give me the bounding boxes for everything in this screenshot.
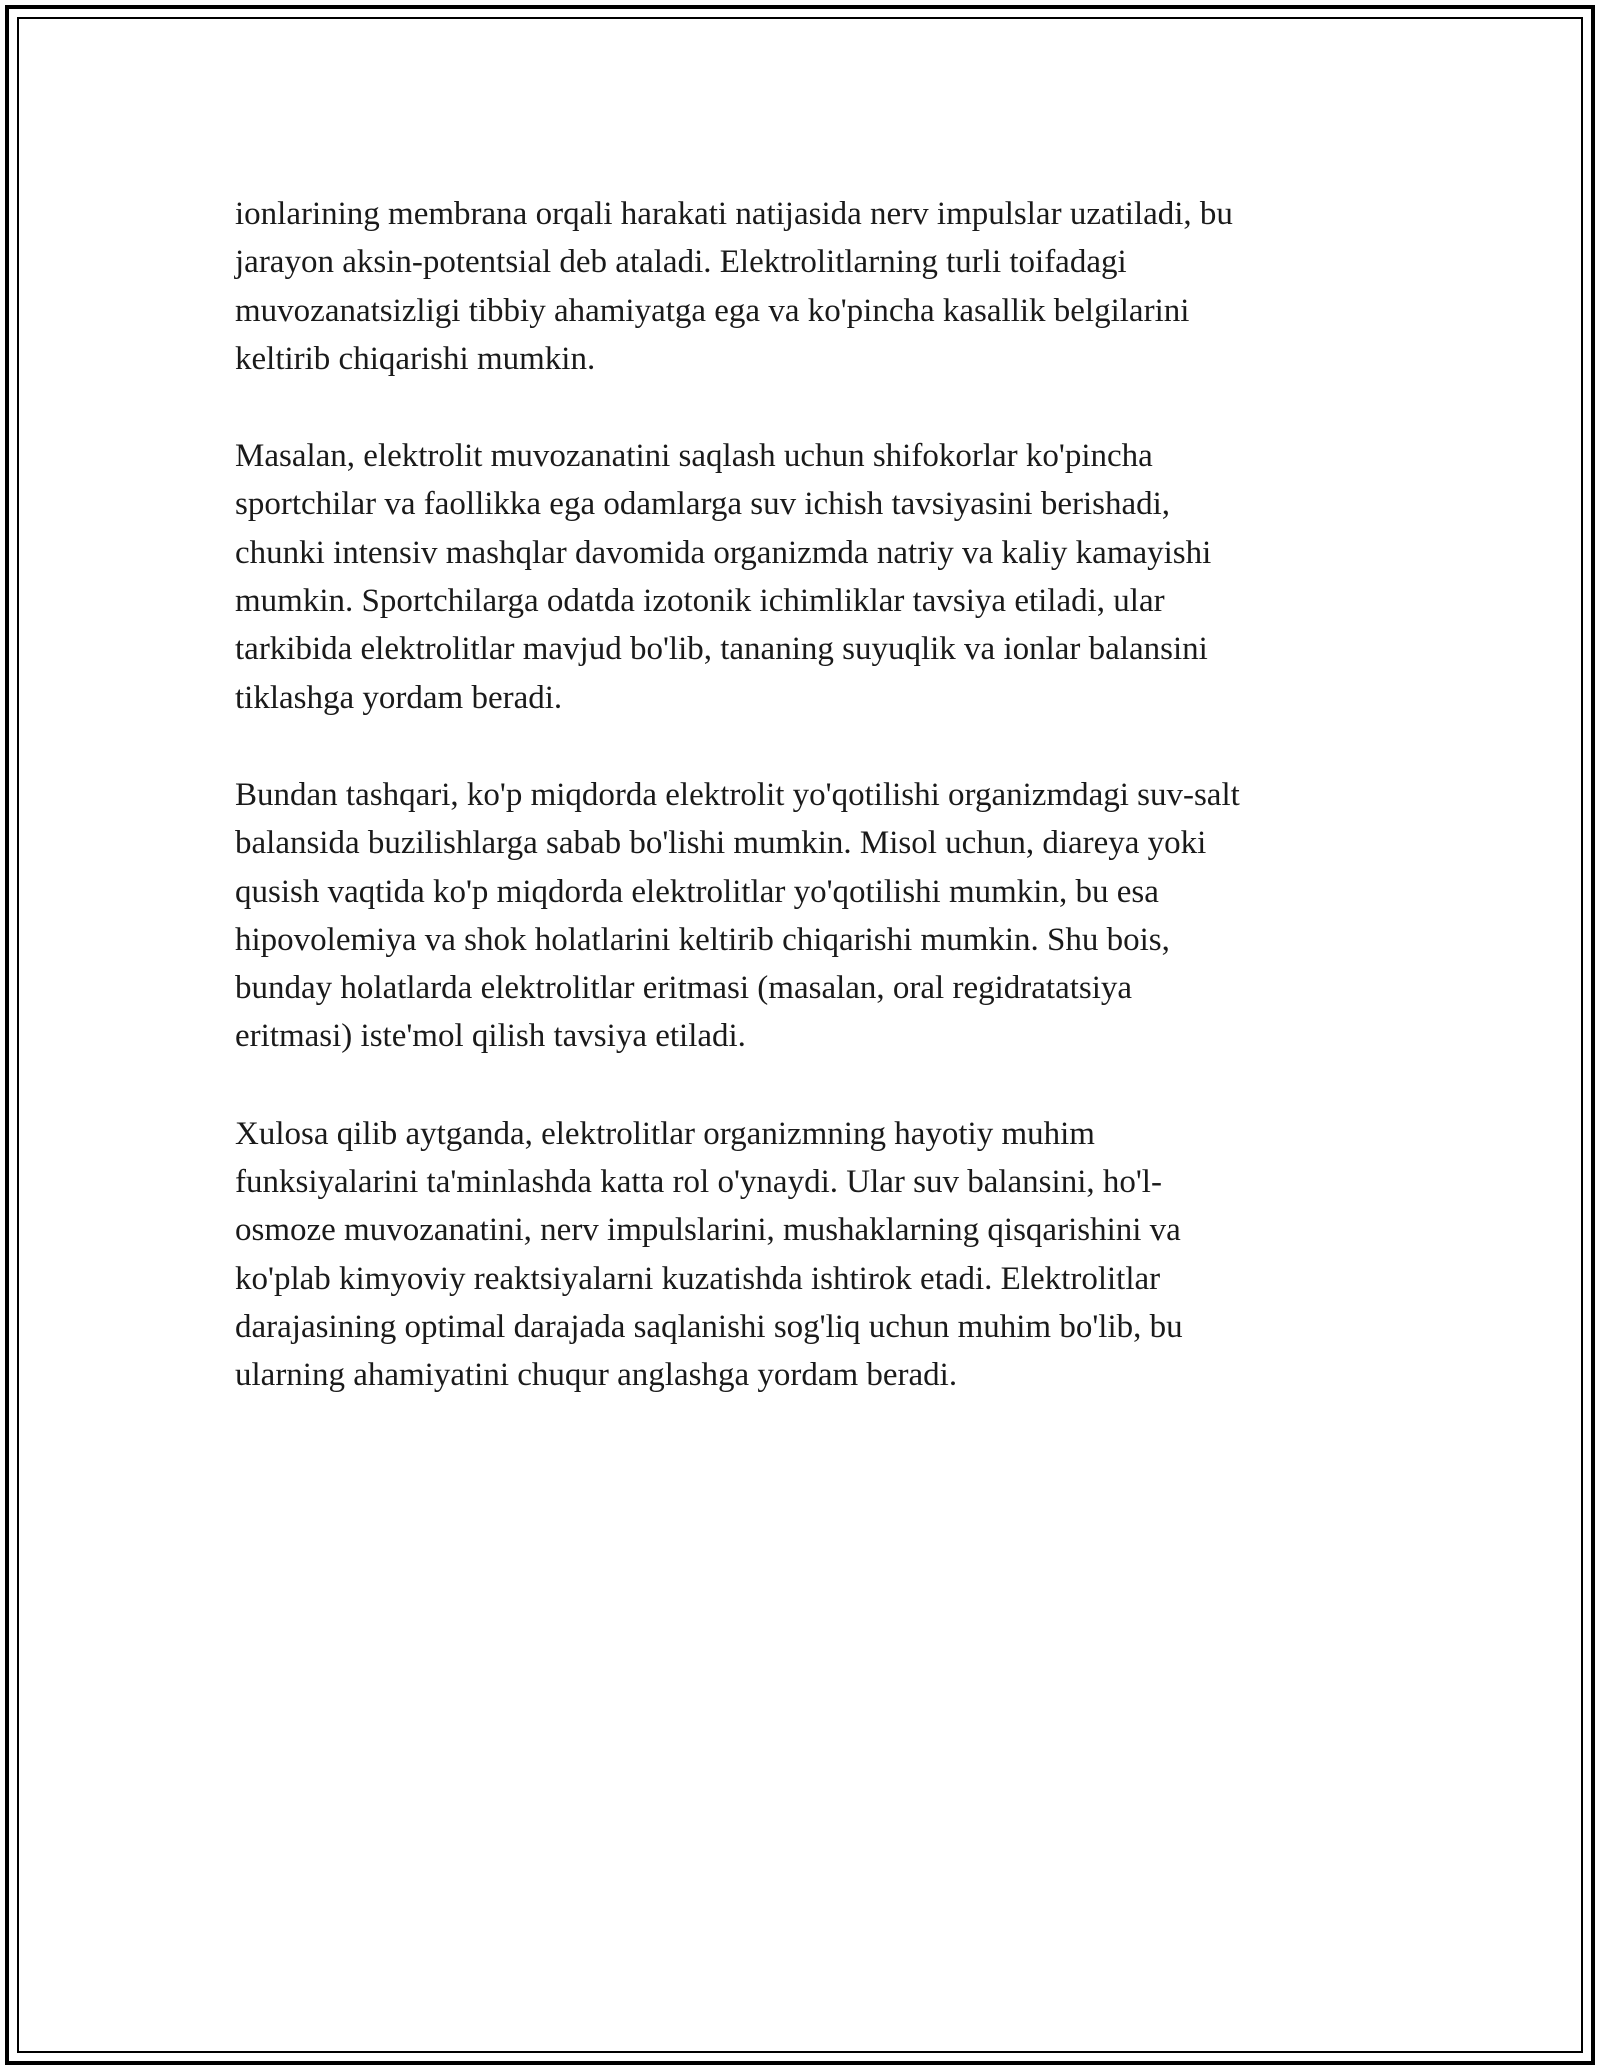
paragraph: Xulosa qilib aytganda, elektrolitlar organizmning hayotiy muhim funksiyalarini ta'minlashda katta rol o'ynaydi. Ular suv balansini, ho'l- osmoze muvozanatini, nerv impulslarini, mushaklarning qisqarishini va ko'plab kimyoviy reaktsiyalarni kuzatishda ishtirok etadi. Elektrolitlar darajasining optimal darajada saqlanishi sog'liq uchun muhim bo'lib, bu ularning ahamiyatini chuqur anglashga yordam beradi. <box>235 1115 1183 1394</box>
document-body <box>235 190 1365 1449</box>
paragraph: Bundan tashqari, ko'p miqdorda elektrolit yo'qotilishi organizmdagi suv-salt balansida buzilishlarga sabab bo'lishi mumkin. Misol uchun, diareya yoki qusish vaqtida ko'p miqdorda elektrolitlar yo'qotilishi mumkin, bu esa hipovolemiya va shok holatlarini keltirib chiqarishi mumkin. Shu bois, bunday holatlarda elektrolitlar eritmasi (masalan, oral regidratatsiya eritmasi) iste'mol qilish tavsiya etiladi. <box>235 776 1240 1055</box>
paragraph: ionlarining membrana orqali harakati natijasida nerv impulslar uzatiladi, bu jarayon aksin-potentsial deb ataladi. Elektrolitlarning turli toifadagi muvozanatsizligi tibbiy ahamiyatga ega va ko'pincha kasallik belgilarini keltirib chiqarishi mumkin. <box>235 196 1233 377</box>
paragraph: Masalan, elektrolit muvozanatini saqlash uchun shifokorlar ko'pincha sportchilar va faollikka ega odamlarga suv ichish tavsiyasini berishadi, chunki intensiv mashqlar davomida organizmda natriy va kaliy kamayishi mumkin. Sportchilarga odatda izotonik ichimliklar tavsiya etiladi, ular tarkibida elektrolitlar mavjud bo'lib, tananing suyuqlik va ionlar balansini tiklashga yordam beradi. <box>235 438 1212 716</box>
